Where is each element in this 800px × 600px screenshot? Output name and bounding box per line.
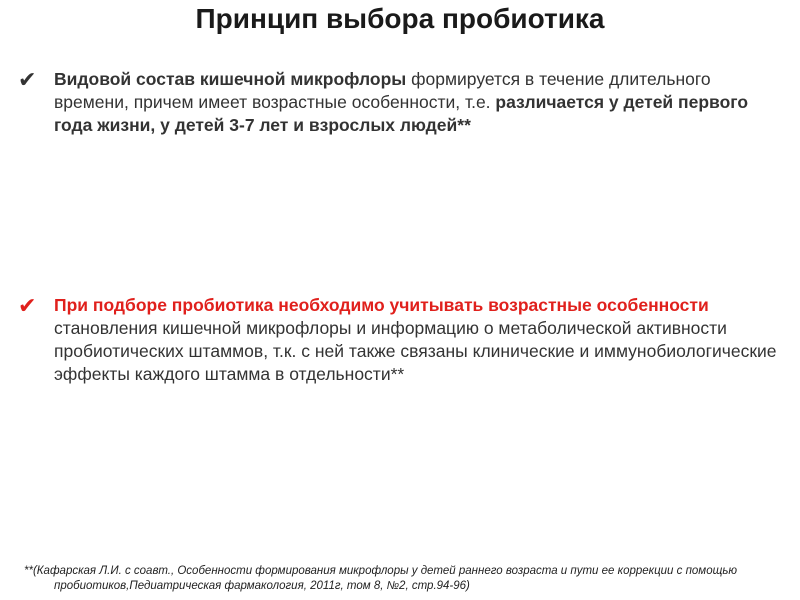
- footnote-line-2: пробиотиков,Педиатрическая фармакология, 2011г, том 8, №2, стр.94-96): [54, 580, 470, 592]
- bullet-2-regular: становления кишечной микрофлоры и информацию о метаболической активности пробиотических штаммов, т.к. с ней также связаны клинические и иммунобиологические эффекты каждого штамма в отдельности**: [54, 318, 777, 384]
- footnote-line-1: **(Кафарская Л.И. с соавт., Особенности формирования микрофлоры у детей раннего возраста и пути ее коррекции с помощью: [24, 565, 738, 577]
- bullet-text-2: [54, 294, 778, 386]
- bullet-1-bold-tail: различается у детей первого года жизни, у детей 3-7 лет и взрослых людей**: [54, 92, 749, 135]
- slide-title: Принцип выбора пробиотика: [195, 3, 605, 34]
- bullet-1-bold-lead: Видовой состав кишечной микрофлоры: [54, 69, 407, 89]
- checkmark-icon: ✔: [18, 67, 37, 92]
- footnote-citation: [24, 564, 784, 594]
- bullet-1-regular: формируется в течение длительного времени, причем имеет возрастные особенности, т.е.: [54, 69, 711, 112]
- bullet-2-bold-red-lead: При подборе пробиотика необходимо учитывать возрастные особенности: [54, 295, 709, 315]
- bullet-text-1: [54, 68, 778, 137]
- checkmark-icon: ✔: [18, 293, 37, 318]
- bullet-item-1: [18, 68, 778, 137]
- bullet-item-2: [18, 294, 778, 386]
